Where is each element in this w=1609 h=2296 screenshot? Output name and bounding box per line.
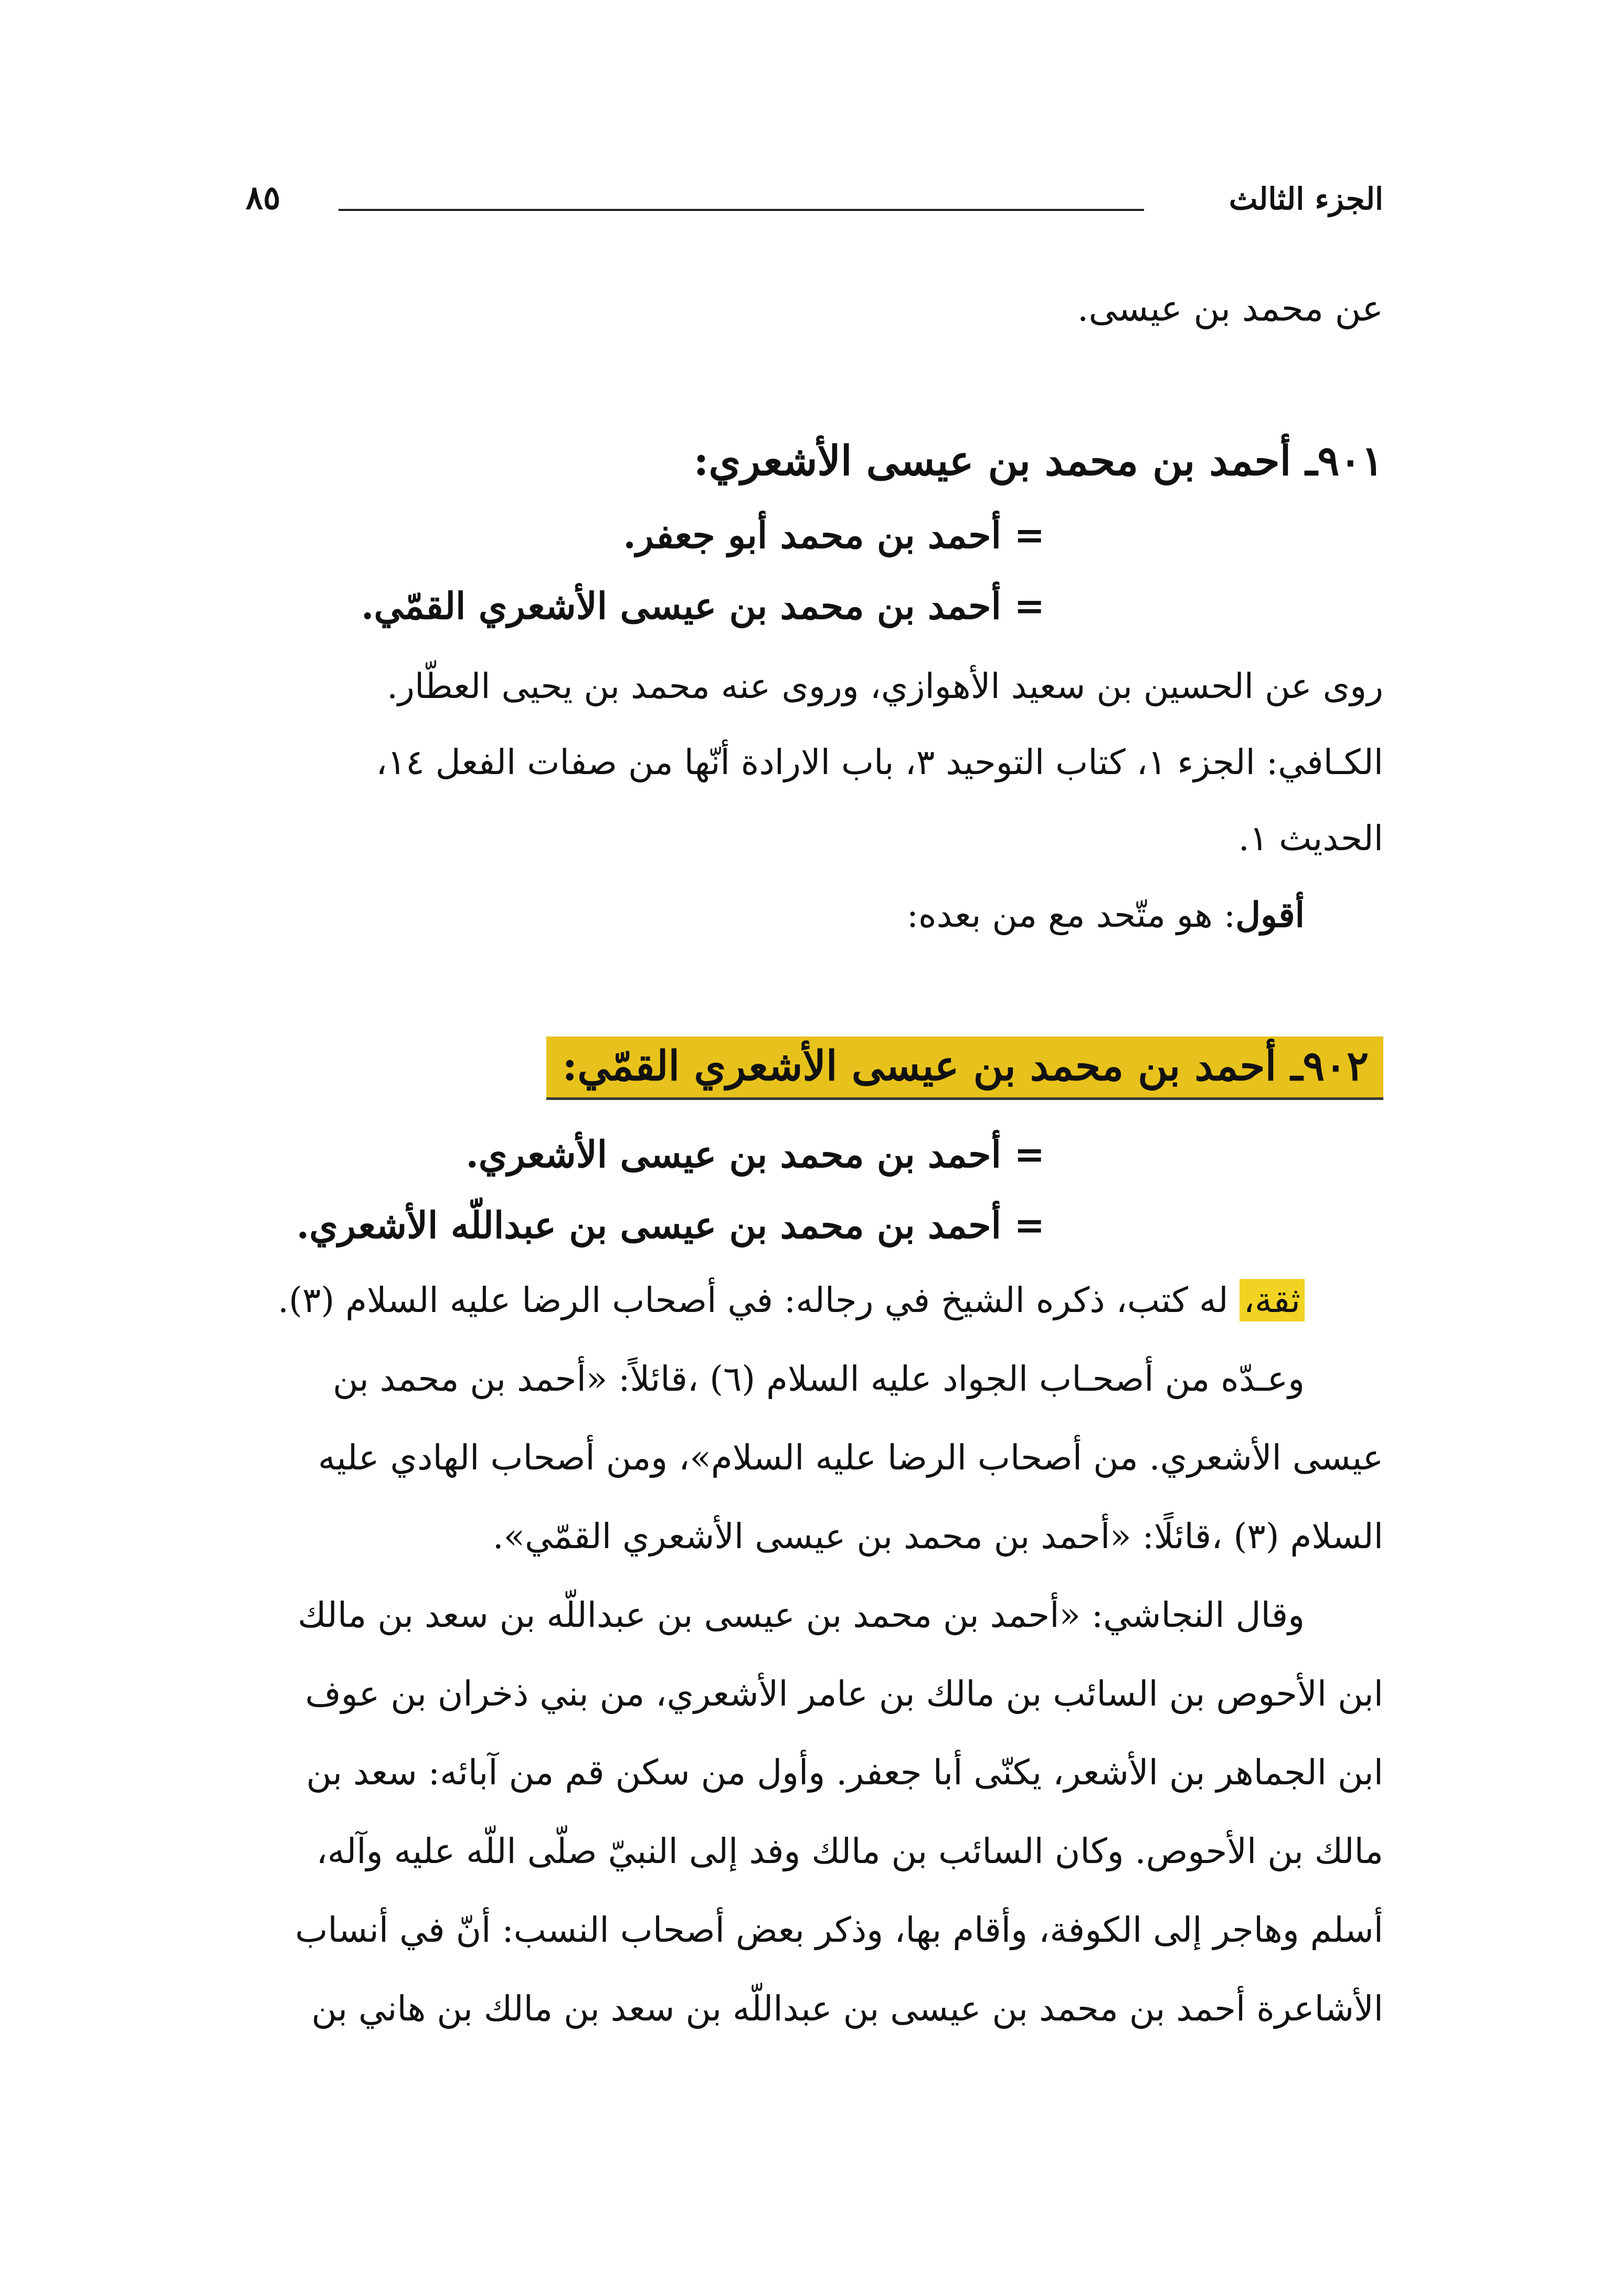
- entry-902-line: وقال النجاشي: «أحمد بن محمد بن عيسى بن عبداللّه بن سعد بن مالك: [298, 1595, 1305, 1635]
- entry-901-line: روى عن الحسين بن سعيد الأهوازي، وروى عنه محمد بن يحيى العطّار.: [387, 666, 1383, 706]
- highlighted-word: ثقة،: [1240, 1279, 1305, 1321]
- entry-902-line: ابن الأحوص بن السائب بن مالك بن عامر الأشعري، من بني ذخران بن عوف: [305, 1674, 1383, 1714]
- entry-901-line: الكـافي: الجزء ١، كتاب التوحيد ٣، باب الارادة أنّها من صفات الفعل ١٤،: [376, 742, 1383, 782]
- entry-902-line: السلام (٣) ،قائلًا: «أحمد بن محمد بن عيسى الأشعري القمّي».: [492, 1516, 1383, 1557]
- page-number: ٨٥: [246, 178, 281, 217]
- note-text: : هو متّحد مع من بعده:: [906, 895, 1236, 935]
- header-divider-line: [338, 209, 1144, 211]
- entry-901-alias-2: = أحمد بن محمد بن عيسى الأشعري القمّي.: [361, 584, 1045, 628]
- entry-902-line: مالك بن الأحوص. وكان السائب بن مالك وفد إلى النبيّ صلّى اللّه عليه وآله،: [316, 1831, 1383, 1871]
- entry-901-heading: ٩٠١ـ أحمد بن محمد بن عيسى الأشعري:: [693, 437, 1383, 485]
- entry-902-alias-2: = أحمد بن محمد بن عيسى بن عبداللّه الأشعري.: [296, 1203, 1045, 1247]
- note-label: أقول: [1235, 894, 1305, 935]
- intro-line: عن محمد بن عيسى.: [1077, 288, 1383, 330]
- entry-902-line: وعـدّه من أصحـاب الجواد عليه السلام (٦) ،قائلاً: «أحمد بن محمد بن: [333, 1359, 1305, 1399]
- running-header-title: الجزء الثالث: [1229, 181, 1383, 217]
- entry-902-heading: ٩٠٢ـ أحمد بن محمد بن عيسى الأشعري القمّي:: [546, 1036, 1383, 1100]
- entry-902-line: أسلم وهاجر إلى الكوفة، وأقام بها، وذكر بعض أصحاب النسب: أنّ في أنساب: [295, 1910, 1383, 1950]
- entry-902-line: عيسى الأشعري. من أصحاب الرضا عليه السلام»، ومن أصحاب الهادي عليه: [317, 1437, 1383, 1478]
- entry-902-first-line: [278, 1280, 1305, 1320]
- entry-901-alias-1: = أحمد بن محمد أبو جعفر.: [623, 513, 1045, 557]
- entry-902-line: الأشاعرة أحمد بن محمد بن عيسى بن عبداللّه بن سعد بن مالك بن هاني بن: [311, 1988, 1383, 2029]
- entry-901-note: [906, 894, 1305, 935]
- entry-902-alias-1: = أحمد بن محمد بن عيسى الأشعري.: [465, 1133, 1045, 1176]
- entry-901-line: الحديث ١.: [1238, 818, 1383, 859]
- first-line-rest: له كتب، ذكره الشيخ في رجاله: في أصحاب الرضا عليه السلام (٣).: [278, 1280, 1240, 1320]
- entry-902-line: ابن الجماهر بن الأشعر، يكنّى أبا جعفر. وأول من سكن قم من آبائه: سعد بن: [306, 1752, 1383, 1793]
